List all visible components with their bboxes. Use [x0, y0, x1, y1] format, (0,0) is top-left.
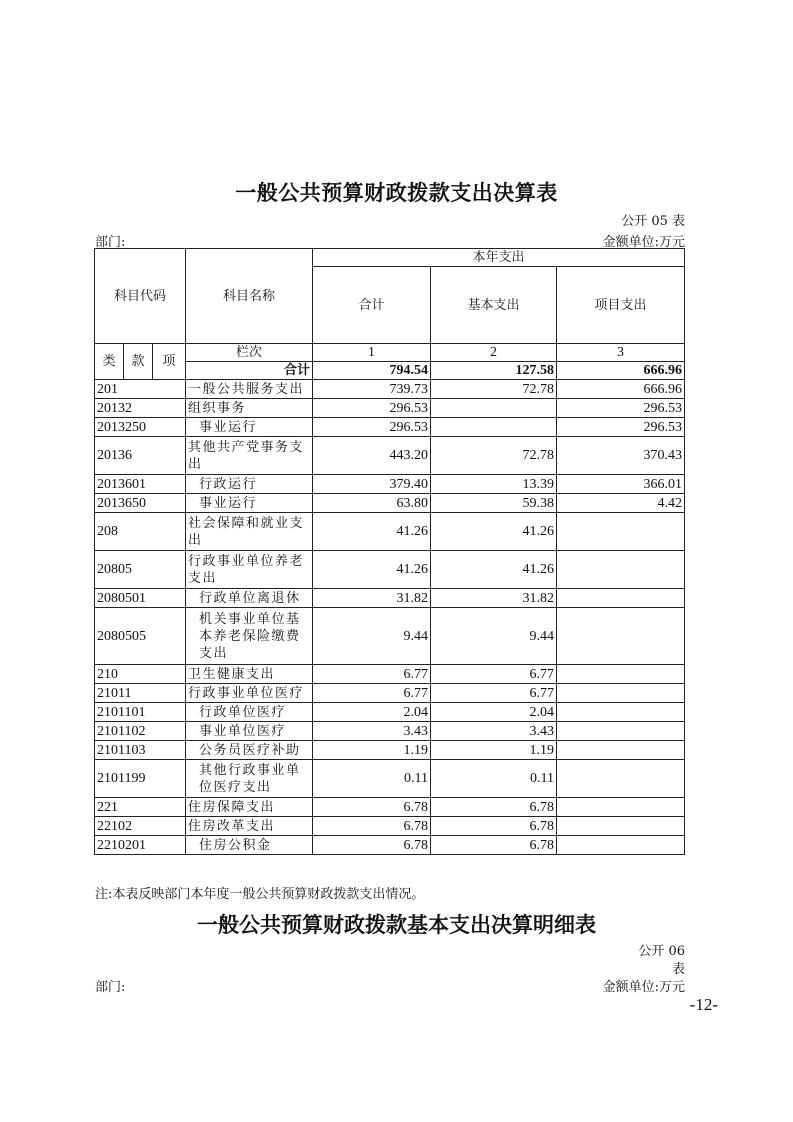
row-name: 事业运行 — [186, 494, 313, 513]
total-row-project: 666.96 — [557, 362, 685, 380]
row-name: 一般公共服务支出 — [186, 380, 313, 399]
header-subject-name: 科目名称 — [186, 249, 313, 344]
row-basic: 2.04 — [431, 703, 557, 722]
row-total: 296.53 — [313, 399, 431, 418]
table-row — [95, 437, 685, 475]
page-number: -12- — [689, 995, 718, 1014]
row-project — [557, 551, 685, 589]
row-basic: 41.26 — [431, 513, 557, 551]
row-name: 行政事业单位养老支出 — [186, 551, 313, 589]
row-code: 2080501 — [95, 589, 186, 608]
row-basic: 6.78 — [431, 798, 557, 817]
row-code: 2101199 — [95, 760, 186, 798]
row-name: 公务员医疗补助 — [186, 741, 313, 760]
row-total: 63.80 — [313, 494, 431, 513]
row-code: 2013250 — [95, 418, 186, 437]
second-form-number-line1: 公开 06 — [638, 944, 685, 959]
row-total: 6.77 — [313, 665, 431, 684]
table-row — [95, 722, 685, 741]
table-row — [95, 684, 685, 703]
table-row — [95, 760, 685, 798]
row-basic: 72.78 — [431, 437, 557, 475]
header-subject-code: 科目代码 — [95, 249, 186, 344]
row-name: 住房公积金 — [186, 836, 313, 855]
row-project — [557, 760, 685, 798]
row-project: 296.53 — [557, 399, 685, 418]
header-col-3: 3 — [557, 344, 685, 362]
row-project — [557, 817, 685, 836]
table-row — [95, 551, 685, 589]
row-project — [557, 665, 685, 684]
table-row — [95, 494, 685, 513]
row-basic — [431, 399, 557, 418]
row-code: 22102 — [95, 817, 186, 836]
row-project — [557, 741, 685, 760]
expenditure-table — [94, 248, 685, 855]
row-basic: 31.82 — [431, 589, 557, 608]
row-total: 6.78 — [313, 817, 431, 836]
table-row — [95, 817, 685, 836]
row-project — [557, 722, 685, 741]
header-current-year: 本年支出 — [313, 249, 685, 267]
row-basic: 1.19 — [431, 741, 557, 760]
row-name: 组织事务 — [186, 399, 313, 418]
row-code: 208 — [95, 513, 186, 551]
row-code: 2101101 — [95, 703, 186, 722]
row-name: 行政运行 — [186, 475, 313, 494]
form-number: 公开 05 表 — [621, 214, 685, 229]
row-project — [557, 608, 685, 665]
row-project: 296.53 — [557, 418, 685, 437]
row-code: 2101102 — [95, 722, 186, 741]
table-row — [95, 589, 685, 608]
row-name: 行政单位医疗 — [186, 703, 313, 722]
table-row — [95, 380, 685, 399]
row-project: 4.42 — [557, 494, 685, 513]
second-unit-label: 金额单位:万元 — [602, 980, 685, 995]
row-name: 事业运行 — [186, 418, 313, 437]
unit-label: 金额单位:万元 — [602, 235, 685, 250]
row-total: 6.78 — [313, 798, 431, 817]
row-code: 21011 — [95, 684, 186, 703]
table-note: 注:本表反映部门本年度一般公共预算财政拨款支出情况。 — [95, 887, 425, 902]
row-total: 739.73 — [313, 380, 431, 399]
row-total: 3.43 — [313, 722, 431, 741]
row-project: 666.96 — [557, 380, 685, 399]
row-total: 379.40 — [313, 475, 431, 494]
row-project — [557, 703, 685, 722]
row-total: 6.77 — [313, 684, 431, 703]
header-basic: 基本支出 — [431, 267, 557, 344]
total-row-basic: 127.58 — [431, 362, 557, 380]
row-basic: 0.11 — [431, 760, 557, 798]
row-name: 卫生健康支出 — [186, 665, 313, 684]
row-total: 9.44 — [313, 608, 431, 665]
table-row — [95, 399, 685, 418]
row-project — [557, 798, 685, 817]
row-code: 221 — [95, 798, 186, 817]
total-row-total: 794.54 — [313, 362, 431, 380]
row-code: 2013601 — [95, 475, 186, 494]
header-total: 合计 — [313, 267, 431, 344]
department-label: 部门: — [95, 235, 126, 250]
row-name: 住房改革支出 — [186, 817, 313, 836]
row-basic: 6.77 — [431, 684, 557, 703]
table-title: 一般公共预算财政拨款支出决算表 — [235, 181, 558, 205]
row-basic: 41.26 — [431, 551, 557, 589]
row-code: 20132 — [95, 399, 186, 418]
header-col-1: 1 — [313, 344, 431, 362]
row-total: 0.11 — [313, 760, 431, 798]
row-code: 2013650 — [95, 494, 186, 513]
row-name: 其他共产党事务支出 — [186, 437, 313, 475]
row-project — [557, 836, 685, 855]
table-row — [95, 608, 685, 665]
row-code: 2210201 — [95, 836, 186, 855]
row-total: 2.04 — [313, 703, 431, 722]
table-row — [95, 741, 685, 760]
row-name: 其他行政事业单位医疗支出 — [186, 760, 313, 798]
row-basic: 3.43 — [431, 722, 557, 741]
row-basic: 6.77 — [431, 665, 557, 684]
row-name: 机关事业单位基本养老保险缴费支出 — [186, 608, 313, 665]
table-row — [95, 836, 685, 855]
row-total: 443.20 — [313, 437, 431, 475]
header-section: 款 — [124, 344, 153, 380]
row-code: 20136 — [95, 437, 186, 475]
second-department-label: 部门: — [95, 980, 126, 995]
row-total: 1.19 — [313, 741, 431, 760]
second-form-number-line2: 表 — [671, 962, 685, 977]
row-code: 20805 — [95, 551, 186, 589]
row-name: 事业单位医疗 — [186, 722, 313, 741]
row-name: 行政事业单位医疗 — [186, 684, 313, 703]
row-name: 行政单位离退休 — [186, 589, 313, 608]
row-name: 社会保障和就业支出 — [186, 513, 313, 551]
row-basic: 72.78 — [431, 380, 557, 399]
row-total: 296.53 — [313, 418, 431, 437]
table-row — [95, 513, 685, 551]
total-row-label: 合计 — [186, 362, 313, 380]
header-item: 项 — [153, 344, 186, 380]
row-total: 41.26 — [313, 551, 431, 589]
header-project: 项目支出 — [557, 267, 685, 344]
second-table-title: 一般公共预算财政拨款基本支出决算明细表 — [197, 913, 596, 937]
row-project — [557, 684, 685, 703]
row-basic: 6.78 — [431, 817, 557, 836]
table-row — [95, 475, 685, 494]
row-basic: 13.39 — [431, 475, 557, 494]
row-project: 366.01 — [557, 475, 685, 494]
row-project: 370.43 — [557, 437, 685, 475]
row-basic: 9.44 — [431, 608, 557, 665]
row-project — [557, 513, 685, 551]
row-basic — [431, 418, 557, 437]
table-row — [95, 665, 685, 684]
row-code: 210 — [95, 665, 186, 684]
row-code: 2080505 — [95, 608, 186, 665]
row-basic: 6.78 — [431, 836, 557, 855]
table-row — [95, 798, 685, 817]
header-col-2: 2 — [431, 344, 557, 362]
table-row — [95, 703, 685, 722]
row-name: 住房保障支出 — [186, 798, 313, 817]
row-basic: 59.38 — [431, 494, 557, 513]
row-code: 201 — [95, 380, 186, 399]
row-project — [557, 589, 685, 608]
table-row — [95, 418, 685, 437]
row-total: 6.78 — [313, 836, 431, 855]
row-total: 41.26 — [313, 513, 431, 551]
header-column-no: 栏次 — [186, 344, 313, 362]
header-class: 类 — [95, 344, 124, 380]
row-total: 31.82 — [313, 589, 431, 608]
row-code: 2101103 — [95, 741, 186, 760]
